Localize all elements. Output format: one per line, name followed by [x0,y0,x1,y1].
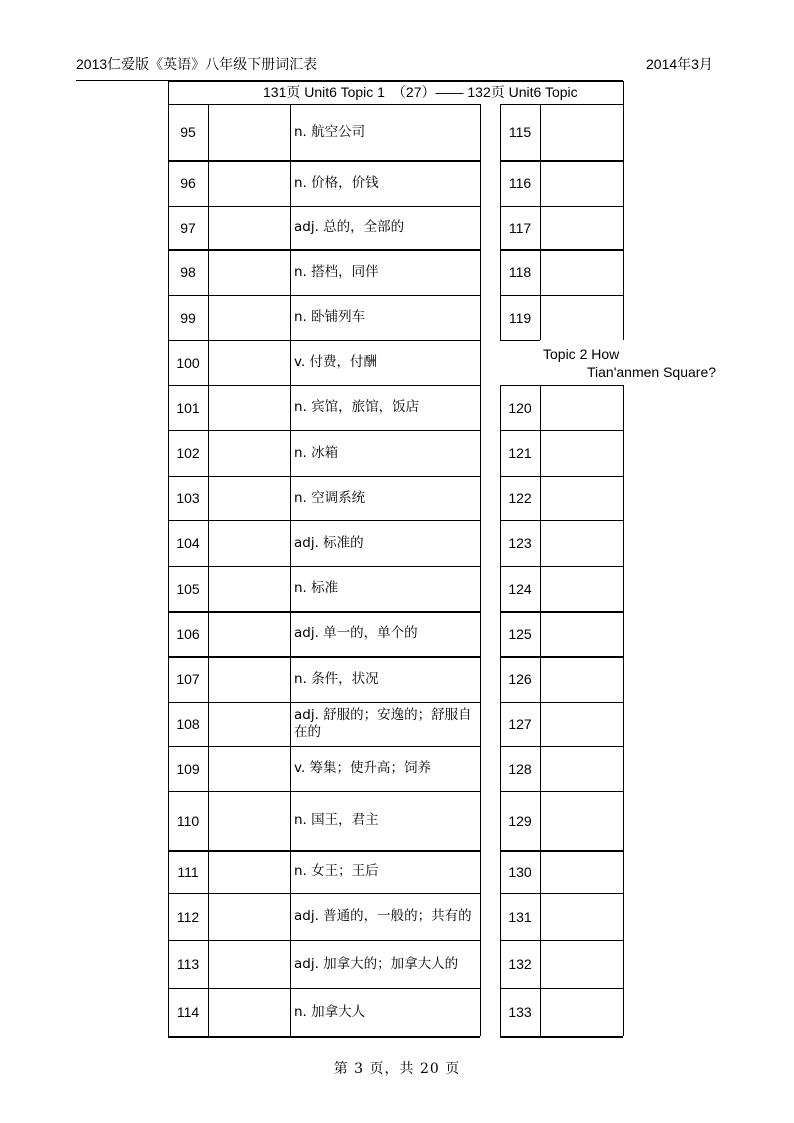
right-row-number: 133 [508,1004,532,1020]
row-definition: v. 筹集；使升高；饲养 [294,760,432,776]
right-row-number: 128 [508,760,532,777]
right-row-number: 132 [508,956,532,972]
right-row-number: 129 [508,812,532,829]
page-footer: 第 3 页，共 20 页 [333,1061,461,1077]
right-row-number: 131 [508,908,532,925]
right-row-number: 127 [508,716,532,732]
row-number: 106 [176,625,200,642]
right-row-number: 125 [508,625,532,642]
row-number: 105 [176,580,200,597]
row-definition: n. 标准 [294,580,339,596]
row-definition: n. 卧铺列车 [294,309,366,325]
row-number: 100 [176,354,200,371]
table-vline [540,104,541,340]
table-vline [623,81,624,104]
right-row-number: 117 [508,219,532,236]
table-vline [623,385,624,1036]
right-row-number: 121 [508,445,532,461]
row-definition: adj. 普通的，一般的；共有的 [294,908,472,924]
row-number: 102 [176,445,200,461]
row-definition: n. 价格，价钱 [294,174,379,191]
right-row-number: 126 [508,671,532,687]
right-row-number: 122 [508,490,532,506]
topic2-heading-line1: Topic 2 How [543,346,620,362]
right-row-number: 116 [508,175,532,191]
table-vline [208,104,209,1036]
document-header-date: 2014年3月 [646,56,713,72]
row-definition: adj. 标准的 [294,534,364,551]
row-number: 111 [177,863,199,880]
row-definition: n. 条件，状况 [294,670,379,687]
right-row-number: 115 [508,124,532,140]
row-number: 101 [176,399,200,416]
row-number: 109 [176,760,200,777]
row-number: 108 [176,716,200,732]
table-vline [480,104,481,1036]
table-hline [168,81,623,82]
row-definition: n. 女王；王后 [294,863,379,879]
row-definition: adj. 舒服的；安逸的；舒服自在的 [294,707,472,740]
row-number: 99 [180,309,196,326]
row-number: 110 [176,812,200,829]
row-definition: n. 空调系统 [294,489,366,506]
right-row-number: 123 [508,535,532,551]
row-number: 95 [180,124,196,140]
table-vline [623,104,624,340]
topic2-heading-line2: Tian'anmen Square? [587,364,717,380]
row-number: 97 [180,219,196,236]
row-number: 107 [176,671,200,687]
table-hline [500,340,540,341]
row-definition: n. 加拿大人 [294,1003,366,1020]
table-vline [540,385,541,1036]
row-definition: n. 冰箱 [294,444,339,461]
right-row-number: 124 [508,580,532,597]
row-definition: adj. 单一的，单个的 [294,625,418,641]
right-row-number: 118 [508,264,532,280]
document-header-title: 2013仁爱版《英语》八年级下册词汇表 [76,56,318,72]
row-definition: n. 宾馆，旅馆，饭店 [294,399,420,415]
row-definition: v. 付费，付酬 [294,354,378,370]
row-definition: adj. 总的，全部的 [294,219,405,235]
right-row-number: 120 [508,399,532,416]
row-definition: n. 国王，君主 [294,812,379,828]
row-number: 113 [176,956,200,972]
row-definition: n. 航空公司 [294,123,366,140]
table-vline [290,104,291,1036]
row-definition: n. 搭档，同伴 [294,263,379,280]
row-number: 98 [180,264,196,280]
row-number: 112 [176,908,200,925]
table-title [168,81,628,103]
row-number: 104 [176,535,200,551]
right-row-number: 130 [508,863,532,880]
row-number: 103 [176,490,200,506]
table-title-text: 131页 Unit6 Topic 1 （27）—— 132页 Unit6 Topic [263,84,578,100]
row-definition: adj. 加拿大的；加拿大人的 [294,955,459,972]
right-row-number: 119 [508,309,532,326]
table-hline [168,1036,480,1038]
table-hline [500,1036,623,1038]
row-number: 114 [176,1004,200,1020]
row-number: 96 [180,175,196,191]
